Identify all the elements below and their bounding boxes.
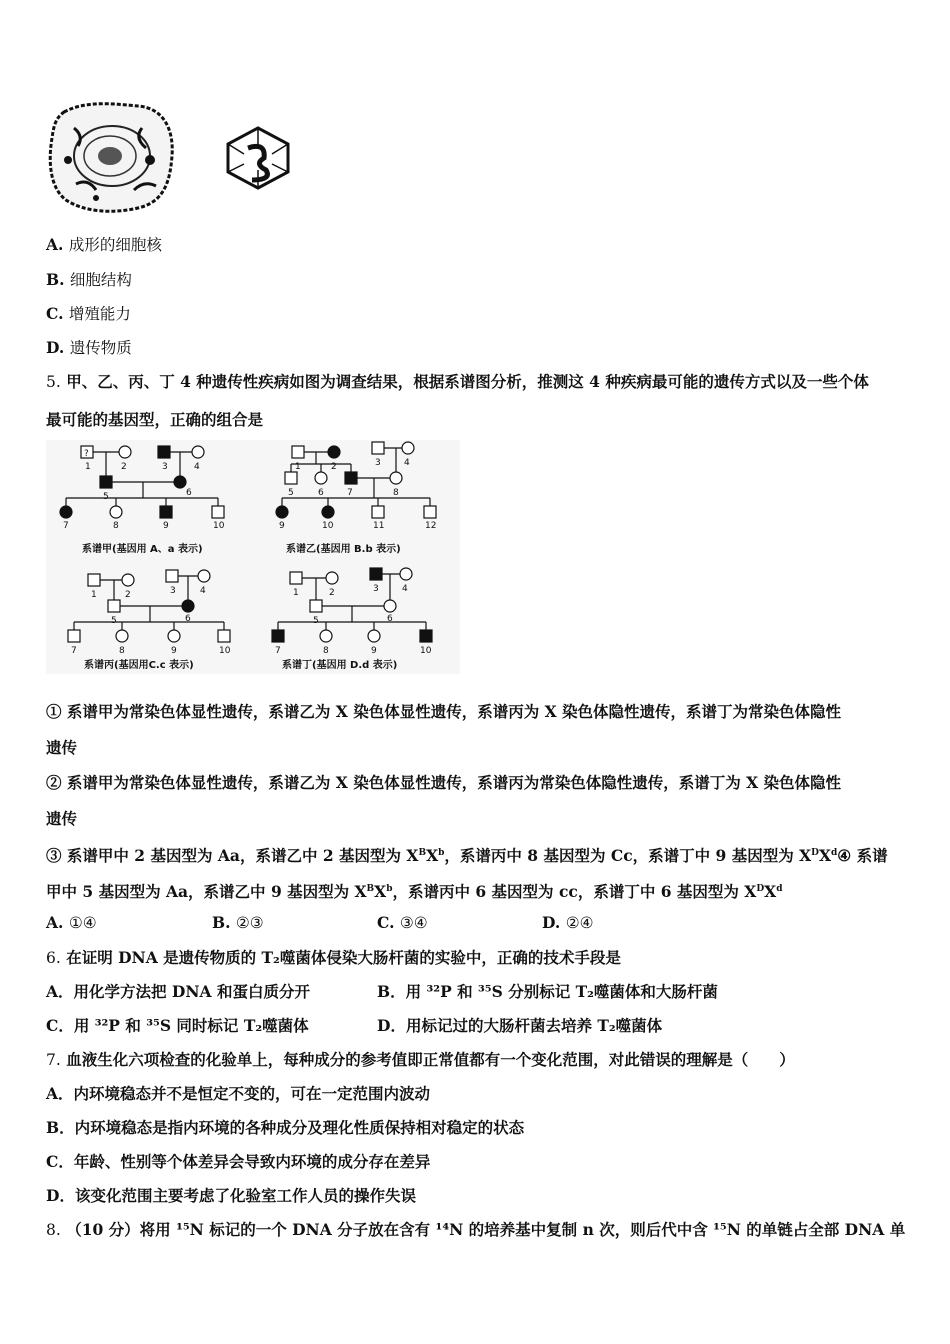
q5-stem-line1: 5. 甲、乙、丙、丁 4 种遗传性疾病如图为调查结果，根据系谱图分析，推测这 4 种疾病最可能的遗传方式以及一些个体 bbox=[46, 372, 869, 391]
q6-stem: 6. 在证明 DNA 是遗传物质的 T₂噬菌体侵染大肠杆菌的实验中，正确的技术手段是 bbox=[46, 948, 621, 967]
q5-option-d: D. ②④ bbox=[542, 913, 594, 932]
q6-option-c: C．用 ³²P 和 ³⁵S 同时标记 T₂噬菌体 bbox=[46, 1016, 309, 1035]
svg-text:9: 9 bbox=[163, 521, 169, 531]
q6-option-a: A．用化学方法把 DNA 和蛋白质分开 bbox=[46, 982, 310, 1001]
q4-option-c: C. 增殖能力 bbox=[46, 304, 131, 323]
q5-statement-2-line2: 遗传 bbox=[46, 809, 78, 828]
svg-text:6: 6 bbox=[186, 488, 192, 498]
q5-statement-2-line1: ② 系谱甲为常染色体显性遗传，系谱乙为 X 染色体显性遗传，系谱丙为常染色体隐性遗传，系谱丁为 X 染色体隐性 bbox=[46, 773, 842, 792]
q6-option-d: D．用标记过的大肠杆菌去培养 T₂噬菌体 bbox=[377, 1016, 663, 1035]
svg-text:2: 2 bbox=[125, 590, 131, 600]
svg-text:5: 5 bbox=[313, 616, 319, 626]
caption-yi: 系谱乙(基因用 B.b 表示) bbox=[286, 544, 401, 555]
q4-option-b: B. 细胞结构 bbox=[46, 270, 132, 289]
q6-option-b: B．用 ³²P 和 ³⁵S 分别标记 T₂噬菌体和大肠杆菌 bbox=[377, 982, 718, 1001]
svg-text:6: 6 bbox=[318, 488, 324, 498]
svg-text:4: 4 bbox=[200, 586, 206, 596]
svg-text:?: ? bbox=[84, 449, 89, 459]
q5-statement-1-line1: ① 系谱甲为常染色体显性遗传，系谱乙为 X 染色体显性遗传，系谱丙为 X 染色体隐性遗传，系谱丁为常染色体隐性 bbox=[46, 702, 842, 721]
svg-text:7: 7 bbox=[275, 646, 281, 656]
svg-text:1: 1 bbox=[91, 590, 97, 600]
svg-text:4: 4 bbox=[404, 458, 410, 468]
svg-text:4: 4 bbox=[402, 584, 408, 594]
svg-text:7: 7 bbox=[63, 521, 69, 531]
svg-text:1: 1 bbox=[85, 462, 91, 472]
q7-option-c: C．年龄、性别等个体差异会导致内环境的成分存在差异 bbox=[46, 1152, 431, 1171]
svg-text:9: 9 bbox=[279, 521, 285, 531]
svg-text:8: 8 bbox=[323, 646, 329, 656]
q5-option-c: C. ③④ bbox=[377, 913, 428, 932]
q5-option-a: A. ①④ bbox=[46, 913, 97, 932]
svg-text:6: 6 bbox=[185, 614, 191, 624]
q4-option-a: A. 成形的细胞核 bbox=[46, 235, 162, 254]
svg-text:3: 3 bbox=[170, 586, 176, 596]
svg-text:2: 2 bbox=[121, 462, 127, 472]
svg-text:7: 7 bbox=[347, 488, 353, 498]
svg-text:8: 8 bbox=[119, 646, 125, 656]
svg-text:5: 5 bbox=[103, 492, 109, 502]
q7-option-d: D．该变化范围主要考虑了化验室工作人员的操作失误 bbox=[46, 1186, 416, 1205]
svg-text:2: 2 bbox=[331, 462, 337, 472]
svg-text:5: 5 bbox=[288, 488, 294, 498]
q5-option-b: B. ②③ bbox=[212, 913, 264, 932]
svg-text:3: 3 bbox=[373, 584, 379, 594]
svg-text:7: 7 bbox=[71, 646, 77, 656]
svg-text:1: 1 bbox=[293, 588, 299, 598]
svg-text:10: 10 bbox=[213, 521, 225, 531]
q8-stem: 8. （10 分）将用 ¹⁵N 标记的一个 DNA 分子放在含有 ¹⁴N 的培养基中复制 n 次，则后代中含 ¹⁵N 的单链占全部 DNA 单 bbox=[46, 1220, 906, 1239]
svg-text:12: 12 bbox=[425, 521, 437, 531]
svg-text:4: 4 bbox=[194, 462, 200, 472]
svg-text:1: 1 bbox=[295, 462, 301, 472]
svg-text:9: 9 bbox=[171, 646, 177, 656]
svg-text:2: 2 bbox=[329, 588, 335, 598]
virus-figure bbox=[222, 126, 294, 190]
svg-text:8: 8 bbox=[393, 488, 399, 498]
q4-option-d: D. 遗传物质 bbox=[46, 338, 132, 357]
q7-option-b: B．内环境稳态是指内环境的各种成分及理化性质保持相对稳定的状态 bbox=[46, 1118, 525, 1137]
caption-jia: 系谱甲(基因用 A、a 表示) bbox=[82, 544, 203, 555]
svg-text:11: 11 bbox=[373, 521, 385, 531]
svg-text:9: 9 bbox=[371, 646, 377, 656]
q7-stem: 7. 血液生化六项检查的化验单上，每种成分的参考值即正常值都有一个变化范围，对此错误的理解是（ ） bbox=[46, 1050, 795, 1069]
caption-ding: 系谱丁(基因用 D.d 表示) bbox=[282, 660, 398, 671]
svg-text:10: 10 bbox=[322, 521, 334, 531]
svg-text:3: 3 bbox=[375, 458, 381, 468]
svg-text:3: 3 bbox=[162, 462, 168, 472]
animal-cell-figure bbox=[46, 98, 178, 216]
svg-text:10: 10 bbox=[420, 646, 432, 656]
caption-bing: 系谱丙(基因用C.c 表示) bbox=[84, 660, 194, 671]
q5-stem-line2: 最可能的基因型，正确的组合是 bbox=[46, 410, 264, 429]
q5-statement-3-line2: 甲中 5 基因型为 Aa，系谱乙中 9 基因型为 $X^BX^b$，系谱丙中 6 基因型为 cc，系谱丁中 6 基因型为 $X^DX^d$ bbox=[46, 882, 783, 902]
q5-statement-3-line1: ③ 系谱甲中 2 基因型为 Aa，系谱乙中 2 基因型为 $X^BX^b$，系谱丙中 8 基因型为 Cc，系谱丁中 9 基因型为 $X^DX^d④$ 系谱 bbox=[46, 846, 888, 866]
q7-option-a: A．内环境稳态并不是恒定不变的，可在一定范围内波动 bbox=[46, 1084, 431, 1103]
svg-text:10: 10 bbox=[219, 646, 231, 656]
q5-statement-1-line2: 遗传 bbox=[46, 738, 78, 757]
pedigree-figure bbox=[46, 440, 460, 674]
svg-text:8: 8 bbox=[113, 521, 119, 531]
svg-text:5: 5 bbox=[111, 616, 117, 626]
svg-text:6: 6 bbox=[387, 614, 393, 624]
